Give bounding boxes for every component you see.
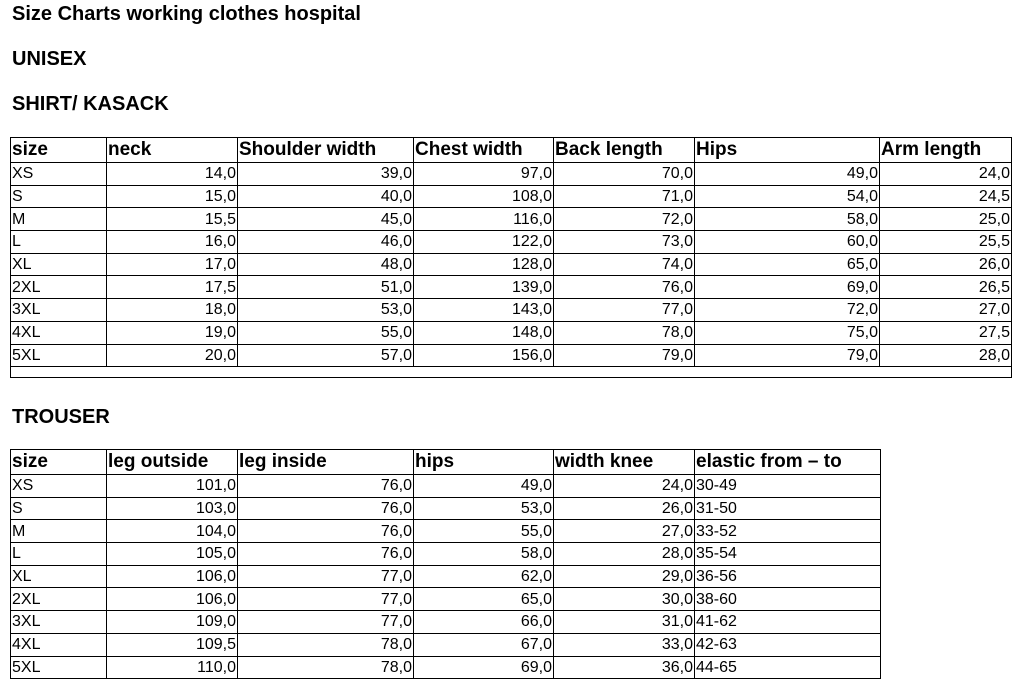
table-row	[11, 321, 1012, 344]
table-cell: S	[11, 185, 107, 208]
column-header-elastic-range: elastic from – to	[695, 450, 881, 475]
table-cell: 51,0	[238, 276, 414, 299]
table-cell: 60,0	[695, 231, 880, 254]
table-cell: 29,0	[554, 565, 695, 588]
table-cell: 53,0	[238, 299, 414, 322]
table-cell: XS	[11, 163, 107, 186]
table-cell: 54,0	[695, 185, 880, 208]
table-cell: 77,0	[238, 611, 414, 634]
table-cell: 65,0	[414, 588, 554, 611]
table-cell: L	[11, 543, 107, 566]
table-cell: 2XL	[11, 276, 107, 299]
table-cell: 27,0	[880, 299, 1012, 322]
table-cell: 49,0	[695, 163, 880, 186]
table-cell: 122,0	[414, 231, 554, 254]
table-cell: 76,0	[238, 520, 414, 543]
table-cell: 36,0	[554, 656, 695, 679]
table-cell: 55,0	[238, 321, 414, 344]
table-cell: 45,0	[238, 208, 414, 231]
table-cell: 116,0	[414, 208, 554, 231]
column-header-size: size	[11, 138, 107, 163]
column-header-neck: neck	[107, 138, 238, 163]
table-cell: 69,0	[695, 276, 880, 299]
table-cell: 17,5	[107, 276, 238, 299]
table-cell: 31,0	[554, 611, 695, 634]
table-cell: 26,5	[880, 276, 1012, 299]
column-header-leg-inside: leg inside	[238, 450, 414, 475]
table-cell: 16,0	[107, 231, 238, 254]
table-cell: 57,0	[238, 344, 414, 367]
table-cell: 44-65	[695, 656, 881, 679]
table-cell: 24,0	[554, 475, 695, 498]
table-cell: 24,0	[880, 163, 1012, 186]
page-title: Size Charts working clothes hospital	[12, 3, 361, 25]
shirt-size-table	[10, 137, 1012, 378]
table-cell: 14,0	[107, 163, 238, 186]
table-cell: 55,0	[414, 520, 554, 543]
table-cell: 4XL	[11, 321, 107, 344]
table-cell: 4XL	[11, 633, 107, 656]
table-cell: 73,0	[554, 231, 695, 254]
table-cell: 128,0	[414, 253, 554, 276]
table-cell: 2XL	[11, 588, 107, 611]
column-header-arm-length: Arm length	[880, 138, 1012, 163]
table-cell: 76,0	[238, 475, 414, 498]
table-cell: 41-62	[695, 611, 881, 634]
table-header-row	[11, 450, 881, 475]
table-cell: XL	[11, 565, 107, 588]
table-cell: 97,0	[414, 163, 554, 186]
table-cell: 72,0	[695, 299, 880, 322]
table-cell: 33-52	[695, 520, 881, 543]
table-cell: 71,0	[554, 185, 695, 208]
column-header-chest-width: Chest width	[414, 138, 554, 163]
section-heading-unisex: UNISEX	[12, 48, 87, 70]
table-row	[11, 497, 881, 520]
shirt-table-heading: SHIRT/ KASACK	[12, 93, 169, 115]
table-cell: 39,0	[238, 163, 414, 186]
column-header-back-length: Back length	[554, 138, 695, 163]
table-cell: 139,0	[414, 276, 554, 299]
table-row	[11, 208, 1012, 231]
table-cell: 30-49	[695, 475, 881, 498]
table-cell: 79,0	[554, 344, 695, 367]
table-row	[11, 185, 1012, 208]
table-cell: 77,0	[238, 588, 414, 611]
table-row	[11, 633, 881, 656]
table-cell: 25,0	[880, 208, 1012, 231]
table-cell: 70,0	[554, 163, 695, 186]
table-cell: 25,5	[880, 231, 1012, 254]
table-cell: 49,0	[414, 475, 554, 498]
table-cell: 5XL	[11, 344, 107, 367]
table-cell: 105,0	[107, 543, 238, 566]
table-cell: 42-63	[695, 633, 881, 656]
table-cell: 36-56	[695, 565, 881, 588]
table-cell: 17,0	[107, 253, 238, 276]
table-cell: 26,0	[880, 253, 1012, 276]
table-cell: 15,5	[107, 208, 238, 231]
table-cell: 58,0	[414, 543, 554, 566]
table-cell: 24,5	[880, 185, 1012, 208]
column-header-leg-outside: leg outside	[107, 450, 238, 475]
table-cell: 3XL	[11, 611, 107, 634]
table-cell: XS	[11, 475, 107, 498]
table-cell: 143,0	[414, 299, 554, 322]
table-cell: 104,0	[107, 520, 238, 543]
table-spacer-row	[11, 367, 1012, 378]
table-cell: 76,0	[554, 276, 695, 299]
column-header-hips: hips	[414, 450, 554, 475]
table-cell: L	[11, 231, 107, 254]
table-row	[11, 163, 1012, 186]
table-row	[11, 344, 1012, 367]
table-cell: 72,0	[554, 208, 695, 231]
table-row	[11, 543, 881, 566]
table-row	[11, 588, 881, 611]
table-cell: 15,0	[107, 185, 238, 208]
table-cell: 101,0	[107, 475, 238, 498]
table-cell: XL	[11, 253, 107, 276]
table-cell: 109,0	[107, 611, 238, 634]
table-row	[11, 611, 881, 634]
table-row	[11, 475, 881, 498]
table-cell: 38-60	[695, 588, 881, 611]
table-cell: 67,0	[414, 633, 554, 656]
table-row	[11, 231, 1012, 254]
table-cell: 30,0	[554, 588, 695, 611]
column-header-shoulder-width: Shoulder width	[238, 138, 414, 163]
table-cell: 31-50	[695, 497, 881, 520]
table-cell: 65,0	[695, 253, 880, 276]
table-cell: 19,0	[107, 321, 238, 344]
table-cell: 109,5	[107, 633, 238, 656]
table-cell: 27,5	[880, 321, 1012, 344]
table-cell: 33,0	[554, 633, 695, 656]
table-cell: 110,0	[107, 656, 238, 679]
table-cell: 78,0	[238, 656, 414, 679]
table-cell: 62,0	[414, 565, 554, 588]
trouser-table-heading: TROUSER	[12, 406, 110, 428]
table-cell: 53,0	[414, 497, 554, 520]
table-cell: 103,0	[107, 497, 238, 520]
column-header-width-knee: width knee	[554, 450, 695, 475]
table-cell: 148,0	[414, 321, 554, 344]
table-cell: 75,0	[695, 321, 880, 344]
table-cell: S	[11, 497, 107, 520]
table-cell: 58,0	[695, 208, 880, 231]
table-cell: 3XL	[11, 299, 107, 322]
table-row	[11, 276, 1012, 299]
table-cell: 66,0	[414, 611, 554, 634]
table-cell: 20,0	[107, 344, 238, 367]
table-cell: 48,0	[238, 253, 414, 276]
table-row	[11, 656, 881, 679]
table-cell: 40,0	[238, 185, 414, 208]
table-cell: 156,0	[414, 344, 554, 367]
table-cell: 77,0	[554, 299, 695, 322]
table-cell: 106,0	[107, 565, 238, 588]
column-header-hips: Hips	[695, 138, 880, 163]
table-cell: 108,0	[414, 185, 554, 208]
table-cell: 28,0	[880, 344, 1012, 367]
table-cell: 46,0	[238, 231, 414, 254]
table-row	[11, 299, 1012, 322]
table-row	[11, 253, 1012, 276]
table-cell: 27,0	[554, 520, 695, 543]
table-cell: 76,0	[238, 543, 414, 566]
table-cell: 106,0	[107, 588, 238, 611]
table-cell: 28,0	[554, 543, 695, 566]
table-cell: 18,0	[107, 299, 238, 322]
table-cell: 74,0	[554, 253, 695, 276]
table-cell: 5XL	[11, 656, 107, 679]
table-row	[11, 520, 881, 543]
table-cell: 35-54	[695, 543, 881, 566]
table-cell: M	[11, 520, 107, 543]
column-header-size: size	[11, 450, 107, 475]
table-cell: 77,0	[238, 565, 414, 588]
table-spacer-cell	[11, 367, 1012, 378]
table-cell: 76,0	[238, 497, 414, 520]
table-row	[11, 565, 881, 588]
table-cell: 69,0	[414, 656, 554, 679]
table-header-row	[11, 138, 1012, 163]
table-cell: 26,0	[554, 497, 695, 520]
table-cell: M	[11, 208, 107, 231]
table-cell: 78,0	[238, 633, 414, 656]
table-cell: 79,0	[695, 344, 880, 367]
trouser-size-table	[10, 449, 881, 679]
table-cell: 78,0	[554, 321, 695, 344]
